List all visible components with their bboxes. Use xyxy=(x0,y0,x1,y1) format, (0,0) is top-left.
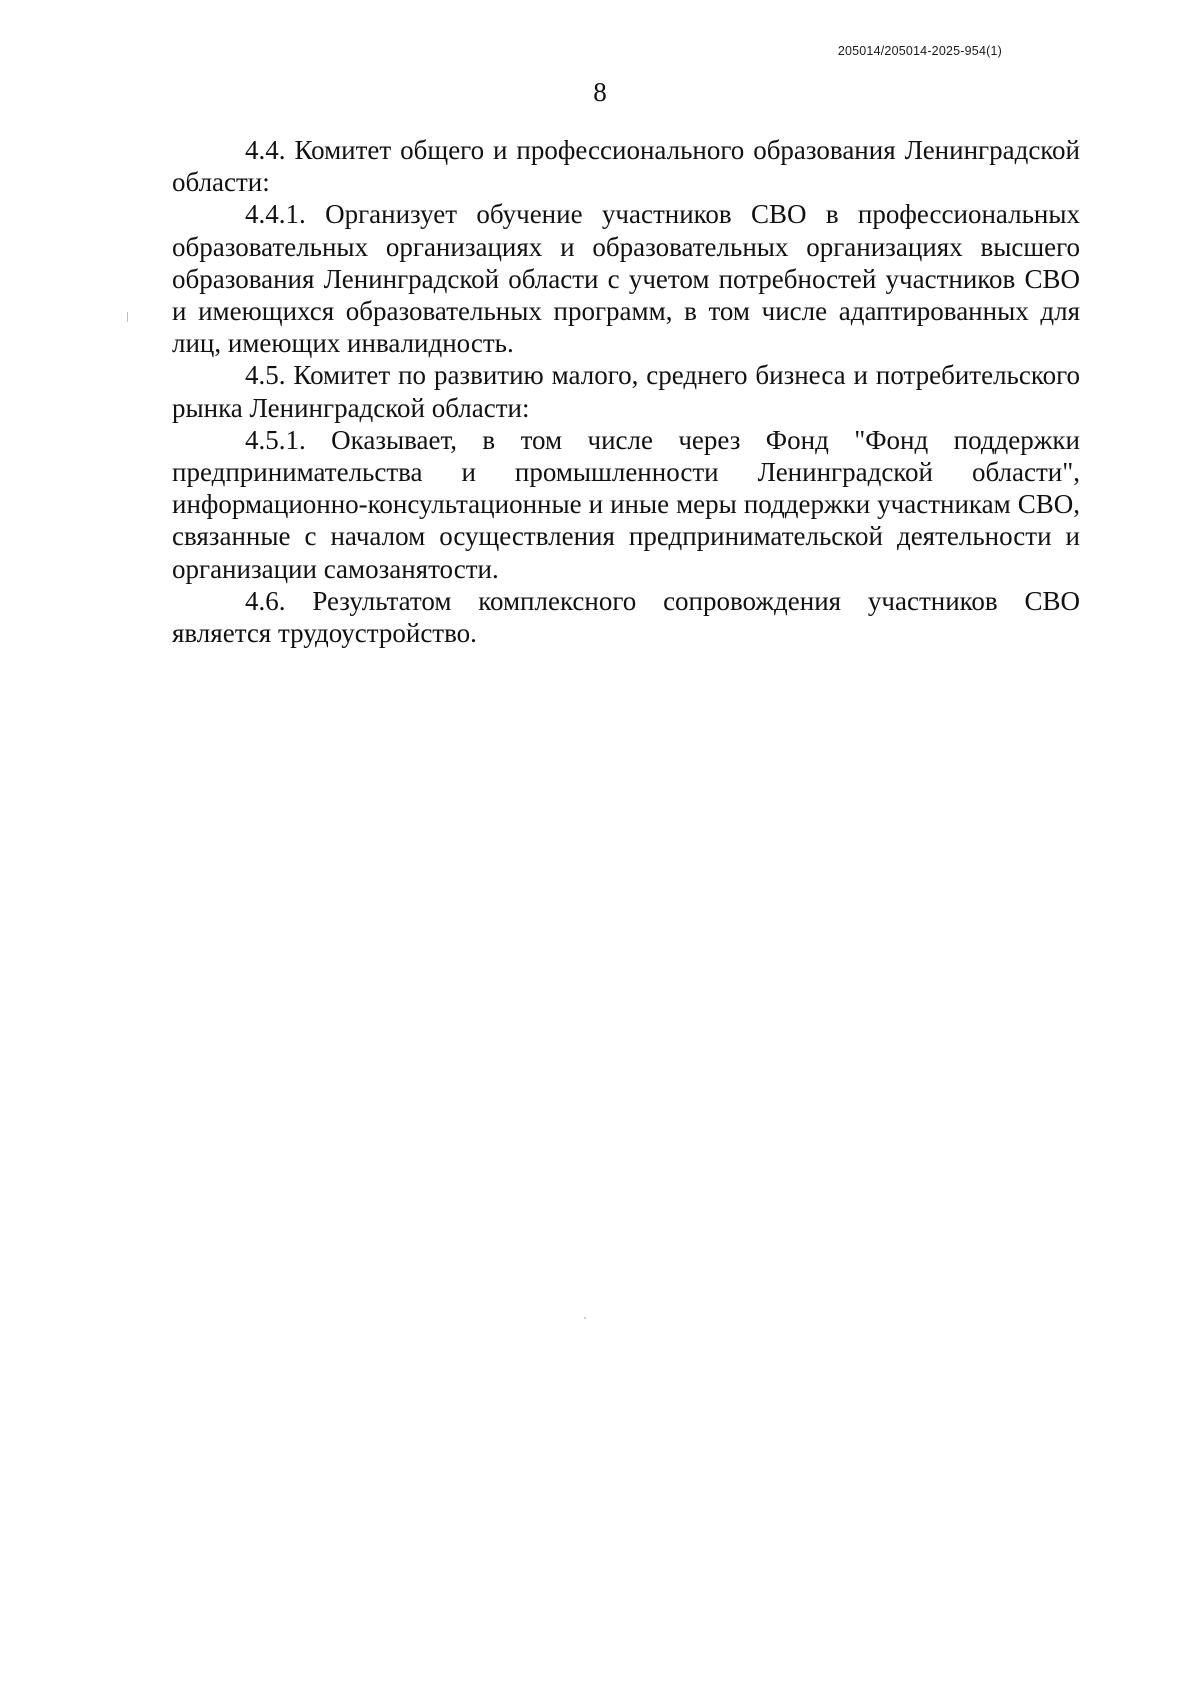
document-body xyxy=(172,134,1080,649)
scan-artifact-mark xyxy=(127,312,128,322)
scan-artifact-dot xyxy=(584,1317,586,1319)
page-number: 8 xyxy=(593,77,607,107)
paragraph-4-5: 4.5. Комитет по развитию малого, среднего бизнеса и потребительского рынка Ленинградской области: xyxy=(172,360,1080,423)
paragraph-4-5-1: 4.5.1. Оказывает, в том числе через Фонд "Фонд поддержки предпринимательства и промышленности Ленинградской области", информационно-консультационные и иные меры поддержки участникам СВО, связанные с началом осуществления предпринимательской деятельности и организации самозанятости. xyxy=(172,424,1080,584)
paragraph-4-4-1: 4.4.1. Организует обучение участников СВО в профессиональных образовательных организациях и образовательных организациях высшего образования Ленинградской области с учетом потребностей участников СВО и имеющихся образовательных программ, в том числе адаптированных для лиц, имеющих инвалидность. xyxy=(172,199,1080,359)
paragraph-4-6: 4.6. Результатом комплексного сопровождения участников СВО является трудоустройство. xyxy=(172,585,1080,649)
document-registration-number: 205014/205014-2025-954(1) xyxy=(837,44,1002,58)
paragraph-4-4: 4.4. Комитет общего и профессионального образования Ленинградской области: xyxy=(172,135,1080,198)
